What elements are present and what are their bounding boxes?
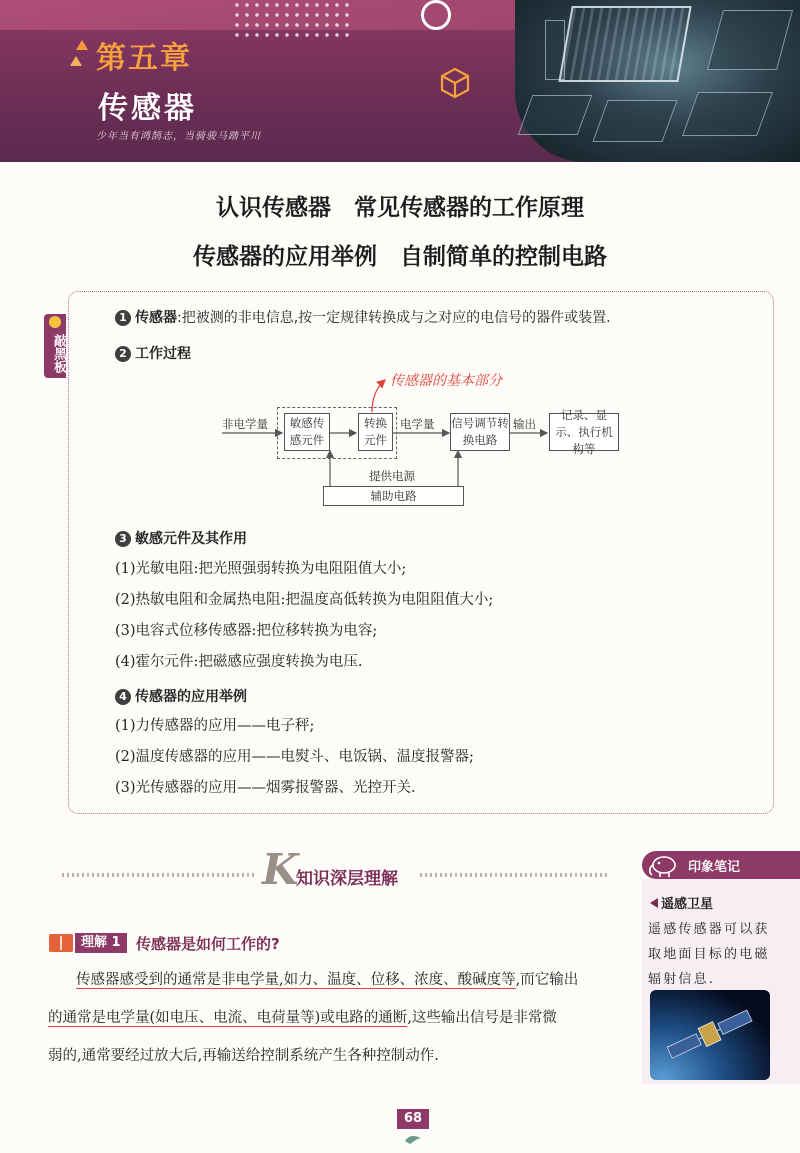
application-item: (1)力传感器的应用——电子秤; [115, 718, 315, 734]
photo-keyboard-key [592, 100, 677, 142]
dot-pattern-decoration [232, 0, 352, 40]
section-title-line-1: 认识传感器 常见传感器的工作原理 [216, 194, 584, 221]
element-item: (4)霍尔元件:把磁感应强度转换为电压. [115, 654, 363, 670]
applications-title: 传感器的应用举例 [135, 689, 247, 705]
deep-understanding-title: 知识深层理解 [296, 869, 398, 889]
signal-conditioning-box: 信号调节转换电路 [450, 413, 510, 451]
elements-title: 敏感元件及其作用 [135, 531, 247, 547]
satellite-image [650, 990, 770, 1080]
number-badge: 1 [115, 310, 131, 326]
definition-text: :把被测的非电信息,按一定规律转换成与之对应的电信号的器件或装置. [177, 310, 611, 326]
k-letter-logo: K [262, 845, 299, 894]
notes-subtitle: 遥感卫星 [650, 893, 713, 912]
banner-dotted-line-left [62, 873, 257, 877]
sensitive-element-box: 敏感传感元件 [284, 413, 330, 451]
element-item: (3)电容式位移传感器:把位移转换为电容; [115, 623, 378, 639]
definition-term: 传感器 [135, 310, 177, 326]
elephant-icon [648, 852, 682, 878]
output-label: 输出 [513, 417, 536, 431]
photo-sensor-chip [558, 6, 691, 82]
notes-text-line: 遥感传感器可以获 [648, 922, 770, 937]
element-item: (2)热敏电阻和金属热电阻:把温度高低转换为电阻阻值大小; [115, 592, 494, 608]
auxiliary-circuit-box: 辅助电路 [323, 486, 464, 506]
paragraph-text: ,而它输出 [515, 972, 579, 988]
underlined-text: 传感器感受到的通常是非电学量,如力、温度、位移、浓度、酸碱度等 [76, 972, 516, 988]
underlined-text: 的通常是电学量(如电压、电流、电荷量等)或电路的通断 [48, 1010, 408, 1026]
page-number: 68 [397, 1109, 429, 1129]
paragraph-text: ,这些输出信号是非常微 [407, 1010, 557, 1026]
notes-header-title: 印象笔记 [688, 860, 741, 875]
cube-icon [438, 66, 472, 100]
process-title: 工作过程 [135, 346, 191, 362]
handwritten-note: 传感器的基本部分 [390, 373, 502, 389]
elements-heading [115, 528, 247, 548]
section-title-line-2: 传感器的应用举例 自制简单的控制电路 [193, 243, 607, 270]
number-badge: 3 [115, 531, 131, 547]
notes-text-line: 取地面目标的电磁 [648, 947, 770, 962]
paragraph-line-2 [48, 1006, 628, 1027]
number-badge: 2 [115, 346, 131, 362]
photo-keyboard-key [682, 92, 773, 136]
chapter-number: 第五章 [96, 41, 192, 76]
chapter-title: 传感器 [98, 91, 197, 126]
book-icon [49, 934, 73, 952]
photo-keyboard-key [707, 10, 793, 70]
process-heading [115, 343, 191, 363]
triangle-icon [70, 56, 82, 66]
electrical-quantity-label: 电学量 [400, 417, 435, 431]
understand-question: 传感器是如何工作的? [136, 935, 280, 953]
notes-text-line: 辐射信息. [648, 972, 716, 987]
input-quantity-label: 非电学量 [222, 417, 268, 431]
chapter-banner [0, 0, 800, 162]
element-item: (1)光敏电阻:把光照强弱转换为电阻阻值大小; [115, 561, 407, 577]
application-item: (3)光传感器的应用——烟雾报警器、光控开关. [115, 780, 416, 796]
banner-dotted-line-right [420, 873, 610, 877]
number-badge: 4 [115, 689, 131, 705]
applications-heading [115, 686, 247, 706]
application-item: (2)温度传感器的应用——电熨斗、电饭锅、温度报警器; [115, 749, 474, 765]
paragraph-line-1 [48, 968, 628, 989]
chapter-motto: 少年当有鸿鹄志，当骑骏马踏平川 [96, 131, 261, 142]
conversion-element-box: 转换元件 [358, 413, 393, 451]
blackboard-tab: 敲黑板 [44, 314, 66, 378]
triangle-icon [76, 40, 88, 50]
photo-keyboard-key [518, 95, 593, 135]
paragraph-line-3: 弱的,通常要经过放大后,再输送给控制系统产生各种控制动作. [48, 1048, 439, 1064]
bird-icon [404, 1133, 422, 1145]
satellite-icon [650, 990, 770, 1080]
power-supply-label: 提供电源 [369, 469, 415, 483]
understand-tag: 理解 1 [75, 933, 127, 953]
ring-icon [421, 0, 451, 30]
terminal-device-box: 记录、显示、执行机构等 [549, 413, 619, 451]
tab-dot-icon [49, 316, 61, 328]
definition-heading [115, 307, 611, 327]
